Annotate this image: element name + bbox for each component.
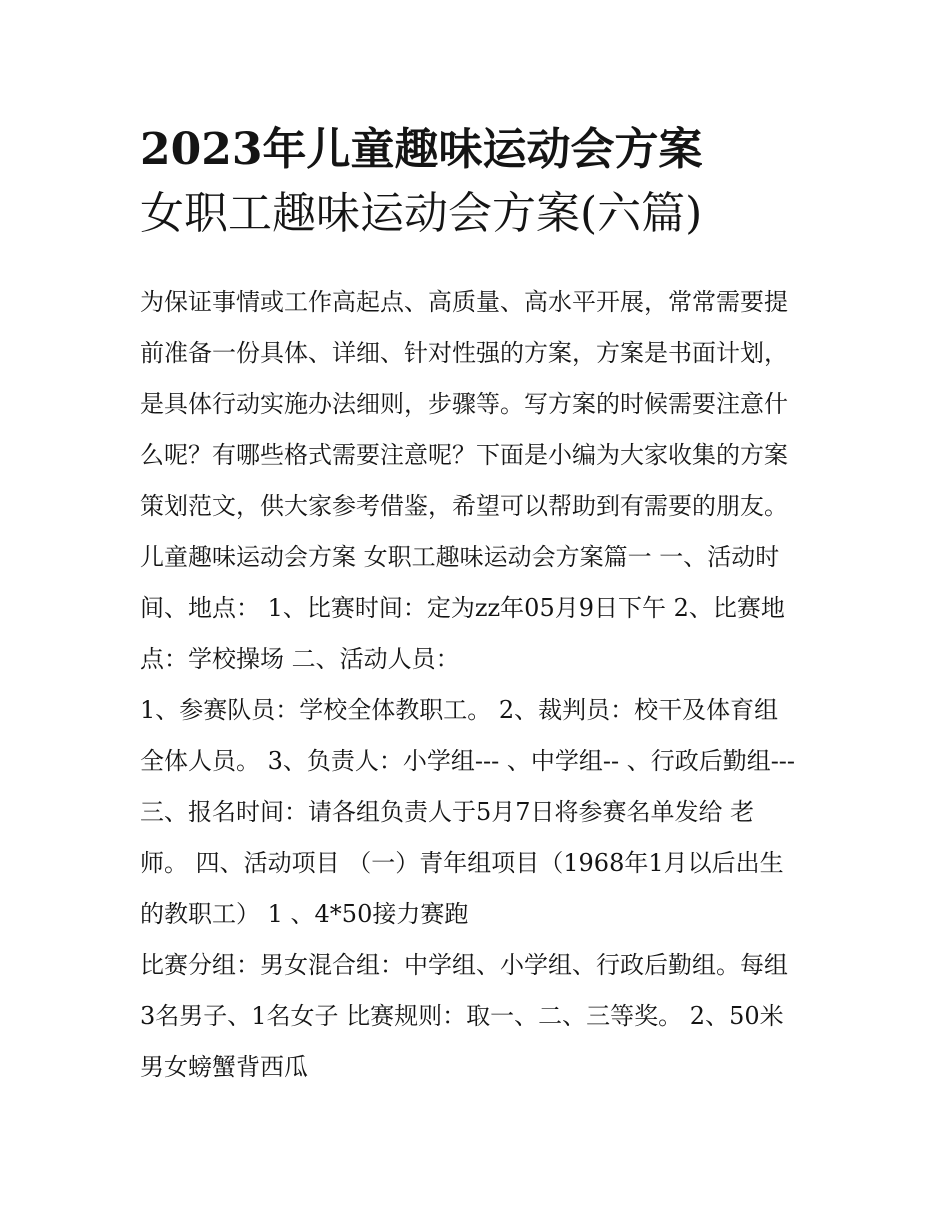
body-line: 的教职工） 1 、4*50接力赛跑 xyxy=(140,900,469,928)
document-body xyxy=(140,277,820,1093)
body-line: 师。 四、活动项目 （一）青年组项目（1968年1月以后出生 xyxy=(140,849,784,877)
body-line: 点：学校操场 二、活动人员： xyxy=(140,645,460,673)
body-line: 3名男子、1名女子 比赛规则：取一、二、三等奖。 2、50米 xyxy=(140,1002,784,1030)
body-line: 男女螃蟹背西瓜 xyxy=(140,1053,308,1081)
body-line: 么呢？有哪些格式需要注意呢？下面是小编为大家收集的方案 xyxy=(140,441,788,469)
body-line: 间、地点： 1、比赛时间：定为zz年05月9日下午 2、比赛地 xyxy=(140,594,785,622)
title-line-1: 2023年儿童趣味运动会方案 xyxy=(140,124,703,175)
title-line-2: 女职工趣味运动会方案(六篇) xyxy=(140,188,703,239)
body-line: 1、参赛队员：学校全体教职工。 2、裁判员：校干及体育组 xyxy=(140,696,779,724)
body-line: 儿童趣味运动会方案 女职工趣味运动会方案篇一 一、活动时 xyxy=(140,543,780,571)
body-line: 前准备一份具体、详细、针对性强的方案，方案是书面计划， xyxy=(140,339,788,367)
body-line: 策划范文，供大家参考借鉴，希望可以帮助到有需要的朋友。 xyxy=(140,492,788,520)
body-line: 三、报名时间：请各组负责人于5月7日将参赛名单发给 老 xyxy=(140,798,755,826)
body-line: 是具体行动实施办法细则，步骤等。写方案的时候需要注意什 xyxy=(140,390,788,418)
body-line: 为保证事情或工作高起点、高质量、高水平开展，常常需要提 xyxy=(140,288,788,316)
body-line: 全体人员。 3、负责人：小学组--- 、中学组-- 、行政后勤组--- xyxy=(140,747,796,775)
document-title xyxy=(140,118,840,246)
body-line: 比赛分组：男女混合组：中学组、小学组、行政后勤组。每组 xyxy=(140,951,788,979)
